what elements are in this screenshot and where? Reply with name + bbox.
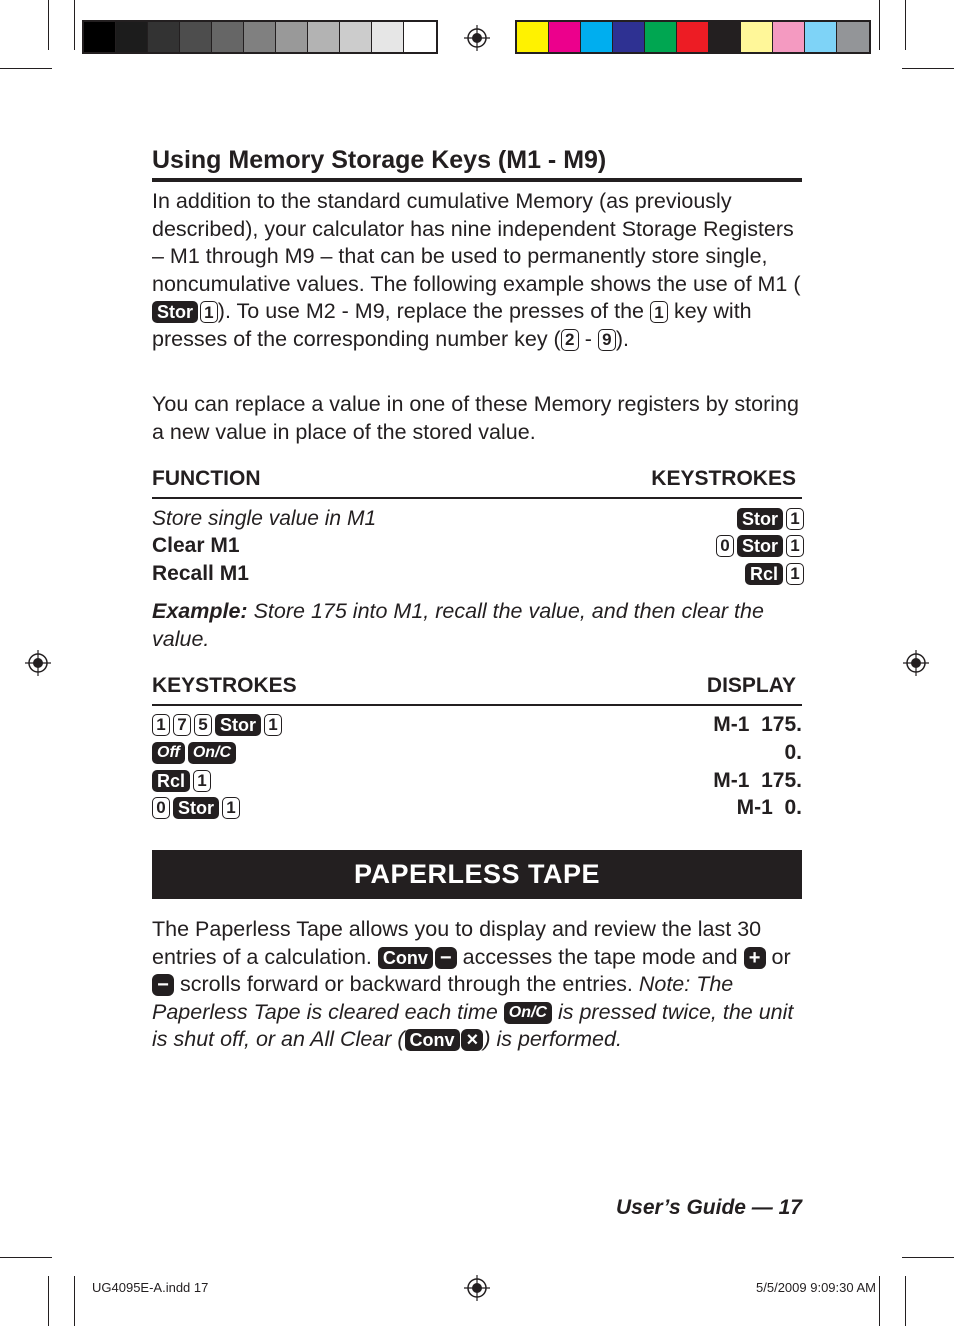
function-label: Store single value in M1 — [152, 506, 377, 530]
conv-key-icon: Conv — [405, 1029, 460, 1051]
key-1-icon: 1 — [200, 301, 218, 323]
key-7-icon: 7 — [173, 714, 191, 736]
stor-key-icon: Stor — [215, 714, 261, 736]
table-row — [152, 739, 802, 766]
color-swatch — [805, 22, 837, 52]
minus-key-icon: − — [435, 947, 457, 969]
color-swatch — [741, 22, 773, 52]
display-value: M-1 175. — [713, 768, 802, 792]
table-row — [152, 711, 802, 738]
example-paragraph: Example: Store 175 into M1, recall the value, and then clear the value. — [152, 599, 764, 651]
color-swatch — [517, 22, 549, 52]
file-slug: UG4095E-A.indd 17 — [92, 1280, 209, 1295]
gray-swatch — [116, 22, 148, 52]
date-slug: 5/5/2009 9:09:30 AM — [756, 1280, 876, 1295]
intro-paragraph: In addition to the standard cumulative Memory (as previously described), your calculator has nine independent Storage Registers – M1 through M9 – that can be used to permanently store single, noncumulative values. The following example shows the use of M1 (Stor 1 ). To use M2 - M9, replace the presses of the 1 key with presses of the corresponding number key ( 2 - 9 ). — [152, 189, 801, 351]
crop-mark — [879, 0, 880, 50]
key-1-icon: 1 — [152, 714, 170, 736]
minus-key-icon: − — [152, 974, 174, 996]
page-footer: User’s Guide — 17 — [616, 1196, 802, 1219]
registration-mark-icon — [25, 650, 51, 676]
keystrokes-header: KEYSTROKES — [152, 674, 297, 697]
registration-mark-icon — [903, 650, 929, 676]
display-header: DISPLAY — [706, 674, 796, 697]
crop-mark — [48, 1276, 49, 1326]
registration-mark-icon — [464, 1275, 490, 1301]
off-key-icon: Off — [152, 742, 185, 764]
crop-mark — [902, 68, 954, 69]
gray-swatch — [148, 22, 180, 52]
key-1-icon: 1 — [786, 535, 804, 557]
stor-key-icon: Stor — [173, 797, 219, 819]
gray-swatch — [84, 22, 116, 52]
key-1-icon: 1 — [264, 714, 282, 736]
color-swatch — [677, 22, 709, 52]
gray-swatch — [244, 22, 276, 52]
gray-swatch — [212, 22, 244, 52]
function-label: Recall M1 — [152, 561, 249, 585]
stor-key-icon: Stor — [737, 508, 783, 530]
function-label: Clear M1 — [152, 533, 240, 557]
key-1-icon: 1 — [193, 770, 211, 792]
stor-key-icon: Stor — [737, 535, 783, 557]
plus-key-icon: + — [744, 947, 766, 969]
rcl-key-icon: Rcl — [745, 563, 783, 585]
color-swatch — [549, 22, 581, 52]
stor-key-icon: Stor — [152, 301, 198, 323]
table-row — [152, 532, 804, 559]
table-row — [152, 560, 804, 587]
gray-swatch — [372, 22, 404, 52]
table-row — [152, 505, 804, 532]
key-1-icon: 1 — [786, 508, 804, 530]
table-row — [152, 767, 802, 794]
function-table-header — [152, 467, 802, 499]
replace-paragraph: You can replace a value in one of these Memory registers by storing a new value in place of the stored value. — [152, 392, 799, 444]
crop-mark — [0, 68, 52, 69]
gray-swatch — [276, 22, 308, 52]
display-value: M-1 175. — [713, 712, 802, 736]
registration-mark-icon — [464, 25, 490, 51]
color-swatch — [581, 22, 613, 52]
onc-key-icon: On/C — [504, 1002, 552, 1024]
gray-swatch — [404, 22, 436, 52]
crop-mark — [74, 1276, 75, 1326]
color-swatch — [613, 22, 645, 52]
rcl-key-icon: Rcl — [152, 770, 190, 792]
key-9-icon: 9 — [598, 329, 616, 351]
example-label: Example: — [152, 599, 248, 623]
key-0-icon: 0 — [716, 535, 734, 557]
crop-mark — [902, 1257, 954, 1258]
key-1-icon: 1 — [786, 563, 804, 585]
crop-mark — [48, 0, 49, 50]
times-key-icon: × — [461, 1029, 483, 1051]
section-title: Using Memory Storage Keys (M1 - M9) — [152, 146, 802, 182]
crop-mark — [74, 0, 75, 50]
color-swatch — [645, 22, 677, 52]
color-swatch — [709, 22, 741, 52]
key-1-icon: 1 — [650, 301, 668, 323]
gray-swatch — [308, 22, 340, 52]
display-value: M-1 0. — [736, 795, 802, 819]
color-swatch — [837, 22, 869, 52]
crop-mark — [0, 1257, 52, 1258]
crop-mark — [905, 1276, 906, 1326]
onc-key-icon: On/C — [188, 742, 236, 764]
color-swatch — [773, 22, 805, 52]
conv-key-icon: Conv — [378, 947, 433, 969]
key-2-icon: 2 — [561, 329, 579, 351]
key-1-icon: 1 — [222, 797, 240, 819]
crop-mark — [905, 0, 906, 50]
function-header: FUNCTION — [152, 467, 261, 490]
grayscale-bar — [82, 20, 438, 54]
key-0-icon: 0 — [152, 797, 170, 819]
paperless-tape-paragraph: The Paperless Tape allows you to display and review the last 30 entries of a calculation. Conv − accesses the tape mode and + or − scrolls forward or backward through the entries. Note: The Paperless Tape is cleared each time On/C is pressed twice, the unit is shut off, or an All Clear ( Conv × ) is performed. — [152, 917, 794, 1052]
keystrokes-header: KEYSTROKES — [651, 467, 796, 490]
section-banner: PAPERLESS TAPE — [152, 850, 802, 899]
color-bar — [515, 20, 871, 54]
table-row — [152, 794, 802, 821]
crop-mark — [879, 1276, 880, 1326]
keystroke-table-header — [152, 674, 802, 706]
key-5-icon: 5 — [194, 714, 212, 736]
display-value: 0. — [784, 740, 802, 764]
gray-swatch — [180, 22, 212, 52]
gray-swatch — [340, 22, 372, 52]
